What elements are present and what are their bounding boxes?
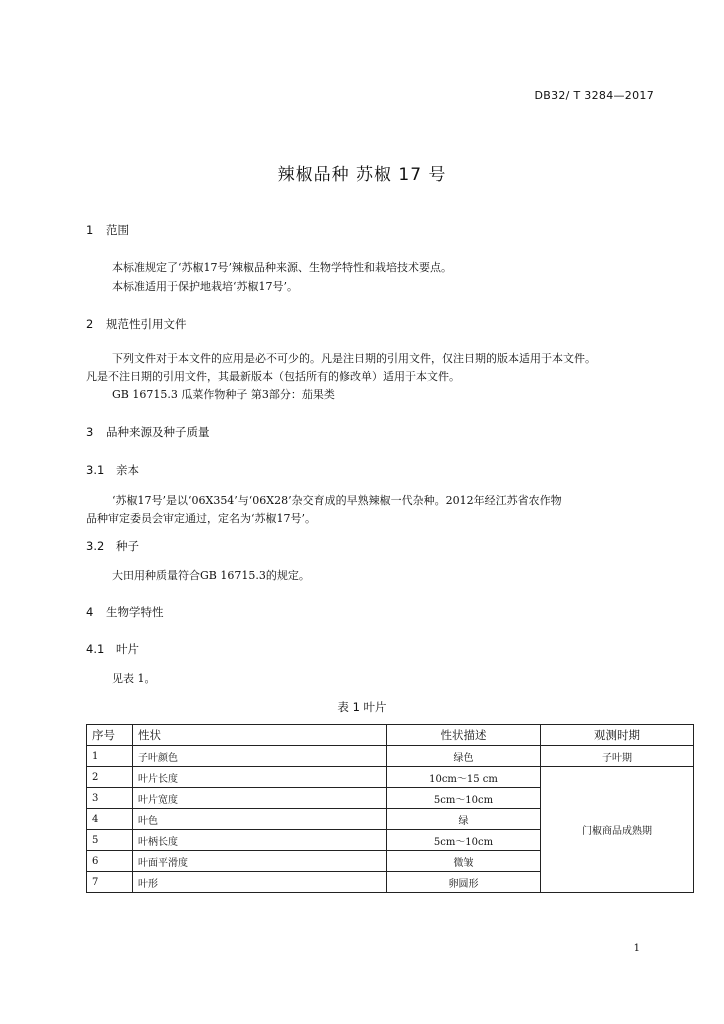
paragraph: ‘苏椒17号’是以‘06X354’与‘06X28’杂交育成的早熟辣椒一代杂种。2012年经江苏省农作物 <box>112 494 562 507</box>
section-4-heading <box>86 604 164 620</box>
section-title: 种子 <box>116 539 139 553</box>
cell-observation-period-merged: 门椒商品成熟期 <box>541 767 694 893</box>
cell-description: 绿色 <box>387 746 541 767</box>
cell-trait: 叶柄长度 <box>133 830 387 851</box>
cell-description: 5cm～10cm <box>387 788 541 809</box>
section-3-heading <box>86 424 210 440</box>
section-2-heading <box>86 316 187 332</box>
cell-no: 2 <box>87 767 133 788</box>
section-number: 2 <box>86 317 94 331</box>
table-row <box>87 767 694 788</box>
column-header-trait: 性状 <box>133 725 387 746</box>
section-number: 4 <box>86 605 94 619</box>
cell-trait: 叶片长度 <box>133 767 387 788</box>
leaf-trait-table <box>86 724 694 893</box>
paragraph: 本标准适用于保护地栽培‘苏椒17号’。 <box>112 280 298 293</box>
cell-no: 6 <box>87 851 133 872</box>
paragraph-continuation: 品种审定委员会审定通过，定名为‘苏椒17号’。 <box>86 512 316 525</box>
table-header-row <box>87 725 694 746</box>
section-number: 3.1 <box>86 463 105 477</box>
paragraph: 本标准规定了‘苏椒17号’辣椒品种来源、生物学特性和栽培技术要点。 <box>112 261 452 274</box>
section-title: 规范性引用文件 <box>106 317 187 331</box>
cell-trait: 叶形 <box>133 872 387 893</box>
section-title: 范围 <box>106 223 129 237</box>
section-title: 品种来源及种子质量 <box>106 425 210 439</box>
column-header-description: 性状描述 <box>387 725 541 746</box>
paragraph: 见表 1。 <box>112 672 156 685</box>
cell-no: 1 <box>87 746 133 767</box>
standard-code: DB32/ T 3284—2017 <box>534 89 654 102</box>
table-row <box>87 746 694 767</box>
paragraph: 大田用种质量符合GB 16715.3的规定。 <box>112 569 310 582</box>
cell-no: 3 <box>87 788 133 809</box>
cell-trait: 叶色 <box>133 809 387 830</box>
section-number: 4.1 <box>86 642 105 656</box>
cell-trait: 叶片宽度 <box>133 788 387 809</box>
cell-description: 绿 <box>387 809 541 830</box>
cell-description: 10cm～15 cm <box>387 767 541 788</box>
cell-trait: 子叶颜色 <box>133 746 387 767</box>
cell-no: 7 <box>87 872 133 893</box>
section-title: 叶片 <box>116 642 139 656</box>
cell-trait: 叶面平滑度 <box>133 851 387 872</box>
page-number: 1 <box>633 943 640 954</box>
cell-no: 4 <box>87 809 133 830</box>
normative-reference: GB 16715.3 瓜菜作物种子 第3部分：茄果类 <box>112 388 335 401</box>
paragraph: 下列文件对于本文件的应用是必不可少的。凡是注日期的引用文件，仅注日期的版本适用于本文件。 <box>112 352 596 365</box>
section-4-1-heading <box>86 641 139 657</box>
section-number: 3 <box>86 425 94 439</box>
cell-observation-period: 子叶期 <box>541 746 694 767</box>
section-1-heading <box>86 222 129 238</box>
section-number: 1 <box>86 223 94 237</box>
cell-no: 5 <box>87 830 133 851</box>
cell-description: 5cm～10cm <box>387 830 541 851</box>
section-title: 亲本 <box>116 463 139 477</box>
document-title: 辣椒品种 苏椒 17 号 <box>277 165 447 185</box>
section-3-2-heading <box>86 538 139 554</box>
section-3-1-heading <box>86 462 139 478</box>
section-number: 3.2 <box>86 539 105 553</box>
cell-description: 微皱 <box>387 851 541 872</box>
column-header-observation-period: 观测时期 <box>541 725 694 746</box>
cell-description: 卵圆形 <box>387 872 541 893</box>
column-header-no: 序号 <box>87 725 133 746</box>
paragraph-continuation: 凡是不注日期的引用文件，其最新版本（包括所有的修改单）适用于本文件。 <box>86 370 460 383</box>
table-caption: 表 1 叶片 <box>337 700 387 714</box>
section-title: 生物学特性 <box>106 605 164 619</box>
